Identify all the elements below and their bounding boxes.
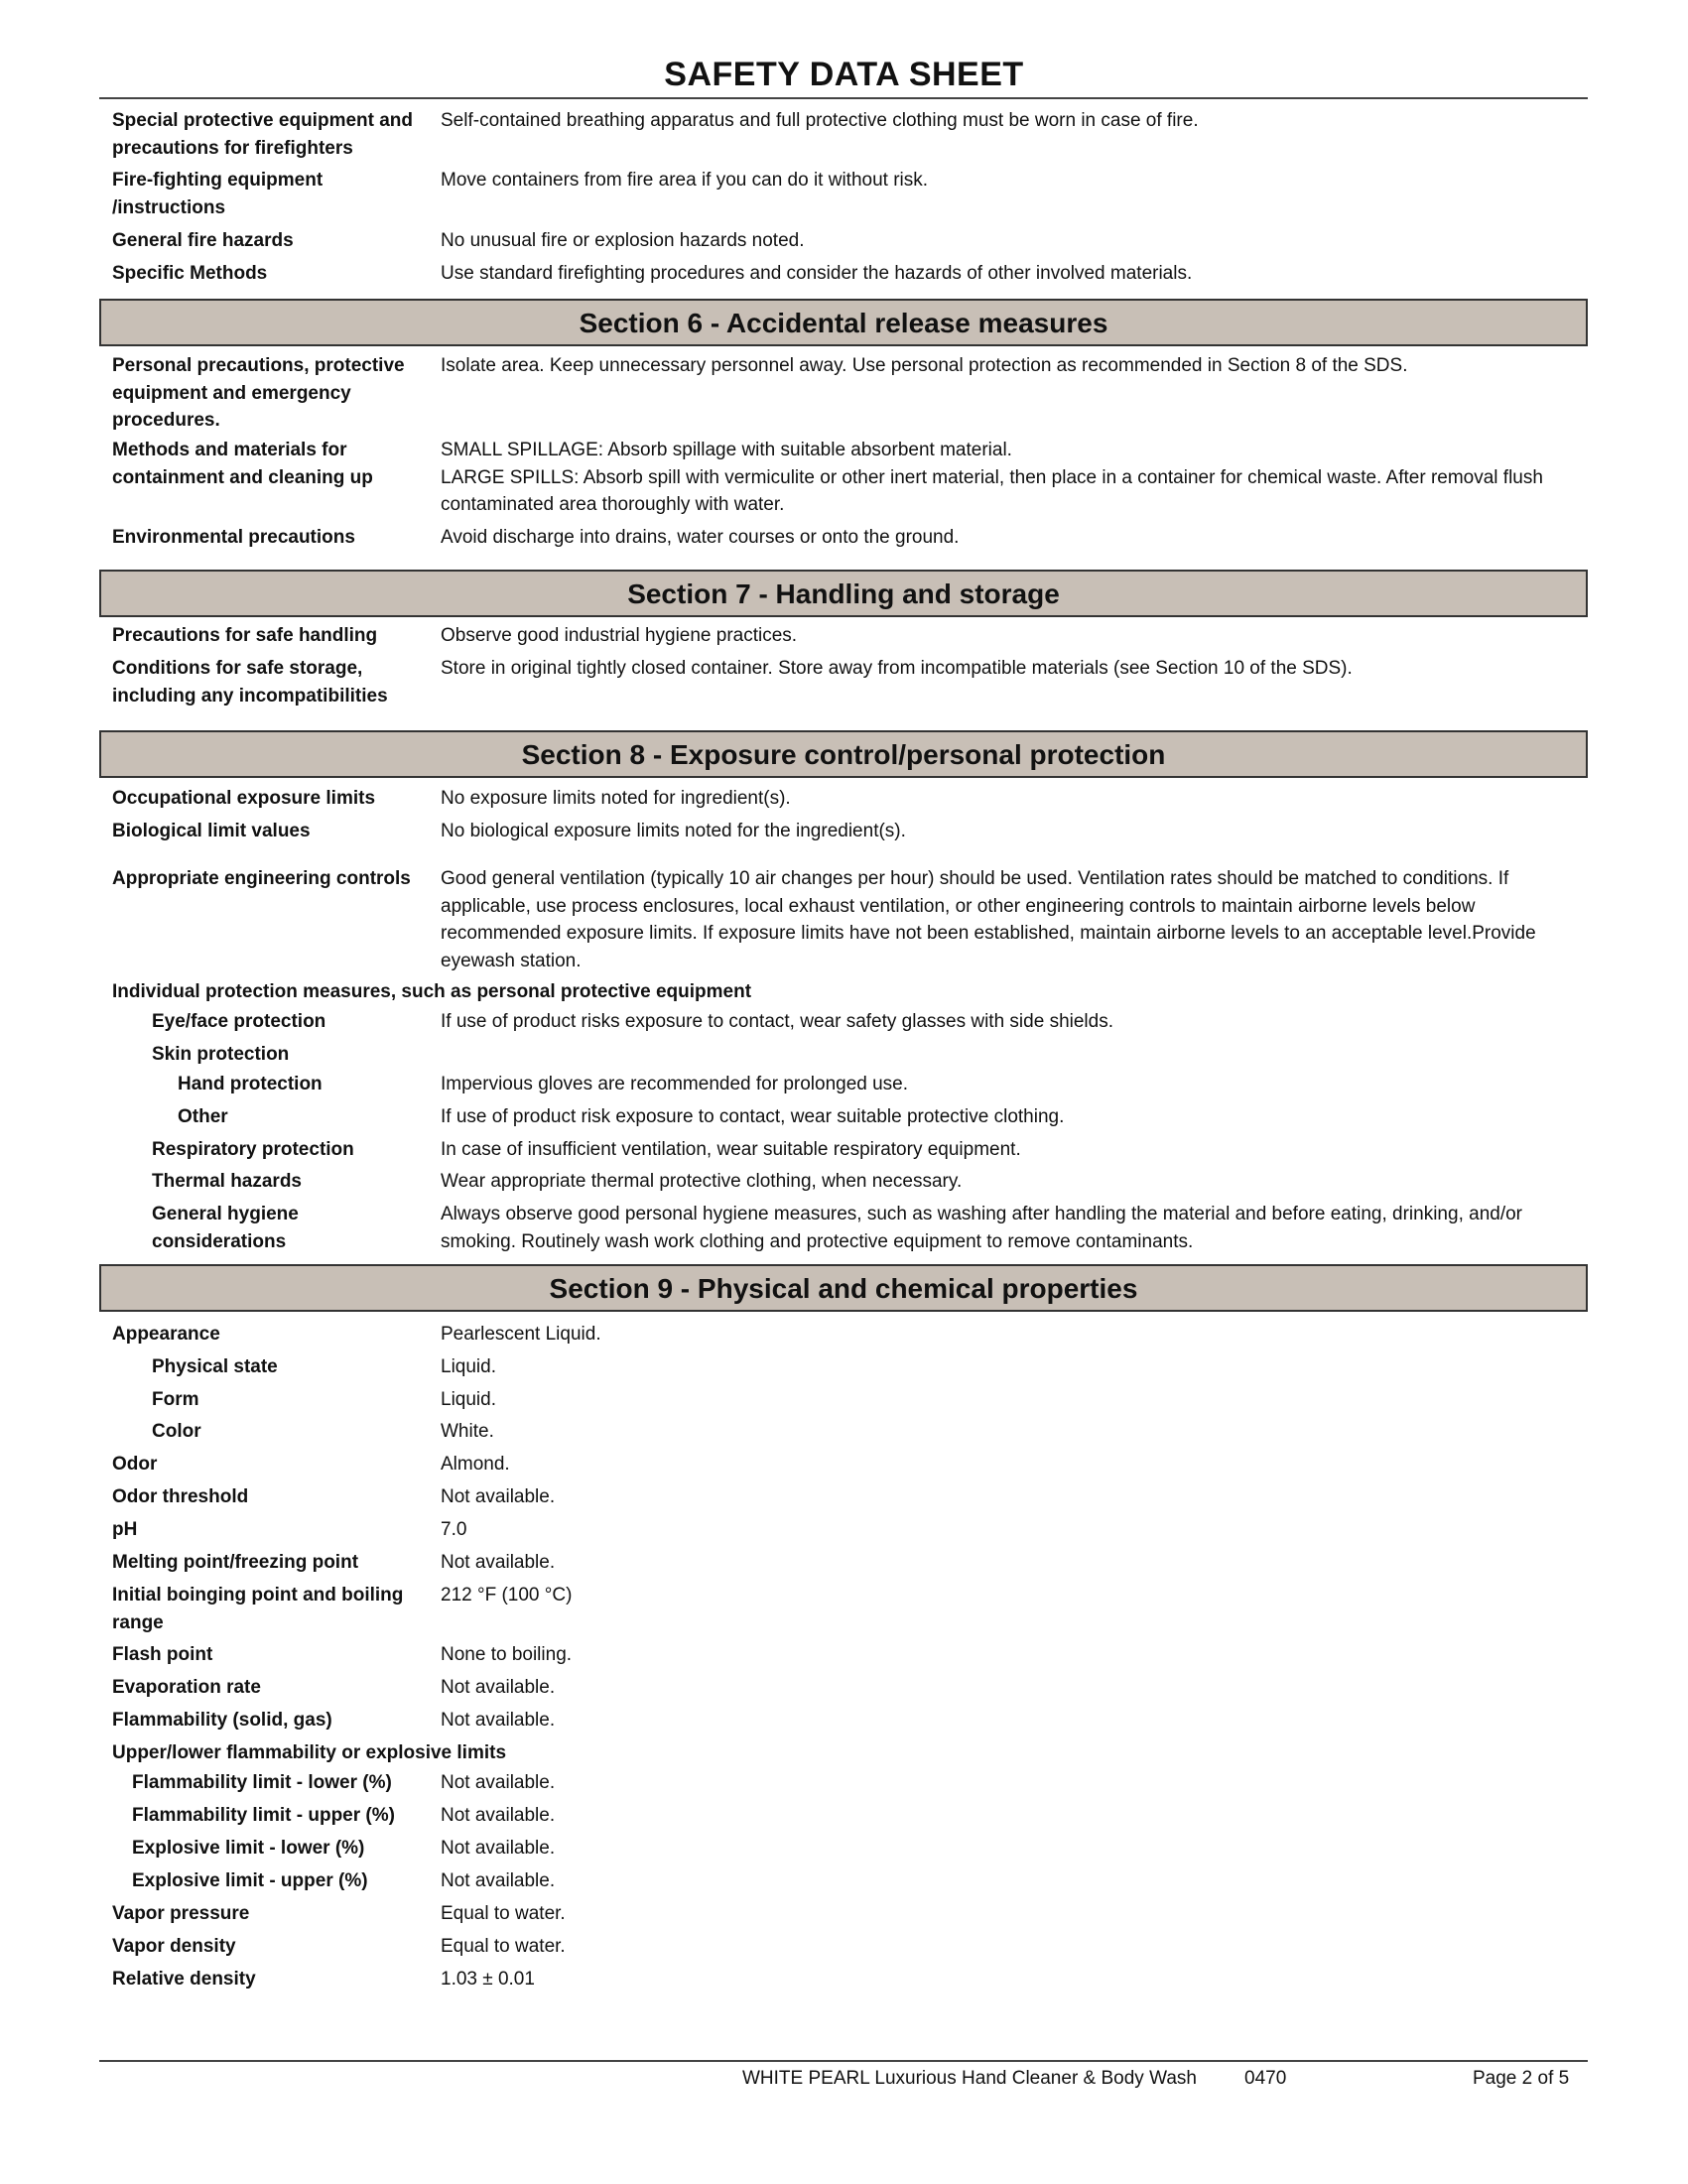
row-value: Good general ventilation (typically 10 air changes per hour) should be used. Ventilation rates should be matched to conditions. If applicable, use process enclosures, local exhaust ventilation, or other engineering controls to maintain airborne levels below recommended exposure limits. If exposure limits have not been established, maintain airborne levels to an acceptable level.Provide eyewash station.: [441, 868, 1536, 971]
row-value: [441, 437, 1576, 519]
row-label: Fire-fighting equipment /instructions: [112, 170, 324, 218]
row-label: Precautions for safe handling: [112, 625, 378, 646]
row-value: 1.03 ± 0.01: [441, 1969, 535, 1990]
row-label: Flammability limit - upper (%): [132, 1805, 395, 1826]
row-label: Eye/face protection: [152, 1011, 326, 1032]
row-value: No exposure limits noted for ingredient(s).: [441, 788, 791, 809]
row-value: If use of product risk exposure to contact, wear suitable protective clothing.: [441, 1106, 1065, 1127]
row-value: Impervious gloves are recommended for prolonged use.: [441, 1074, 909, 1094]
row-value: Not available.: [441, 1677, 556, 1698]
row-label: Odor: [112, 1454, 158, 1475]
subheading-text: Individual protection measures, such as personal protective equipment: [112, 981, 752, 1002]
row-label: Biological limit values: [112, 821, 311, 841]
row-label: Initial boinging point and boiling range: [112, 1585, 404, 1633]
row-value: Not available.: [441, 1838, 556, 1859]
small-spillage-text: SMALL SPILLAGE: Absorb spillage with suitable absorbent material.: [441, 440, 1012, 460]
row-label: Other: [178, 1106, 228, 1127]
row-value: Almond.: [441, 1454, 510, 1475]
row-value: If use of product risks exposure to contact, wear safety glasses with side shields.: [441, 1011, 1113, 1032]
row-value: Move containers from fire area if you can do it without risk.: [441, 170, 929, 191]
row-value: Wear appropriate thermal protective clothing, when necessary.: [441, 1171, 963, 1192]
footer-product-code: 0470: [1244, 2068, 1287, 2089]
row-value: Equal to water.: [441, 1936, 566, 1957]
row-label: pH: [112, 1519, 138, 1540]
section-9-header: Section 9 - Physical and chemical properties: [99, 1264, 1588, 1312]
row-label: Flammability (solid, gas): [112, 1710, 332, 1731]
row-value: No unusual fire or explosion hazards noted.: [441, 230, 805, 251]
footer-page-number: Page 2 of 5: [1473, 2068, 1570, 2089]
row-label: Flash point: [112, 1644, 213, 1665]
row-value: Isolate area. Keep unnecessary personnel away. Use personal protection as recommended in Section 8 of the SDS.: [441, 355, 1408, 376]
row-label: Thermal hazards: [152, 1171, 302, 1192]
row-label: Hand protection: [178, 1074, 323, 1094]
row-label: Form: [152, 1389, 199, 1410]
row-label: Odor threshold: [112, 1486, 249, 1507]
row-value: Pearlescent Liquid.: [441, 1324, 601, 1345]
section-6-header: Section 6 - Accidental release measures: [99, 299, 1588, 346]
row-label: Flammability limit - lower (%): [132, 1772, 392, 1793]
row-label: Specific Methods: [112, 263, 268, 284]
row-label: Color: [152, 1421, 201, 1442]
row-label: Melting point/freezing point: [112, 1552, 359, 1573]
row-value: Not available.: [441, 1870, 556, 1891]
row-value: 212 °F (100 °C): [441, 1585, 573, 1606]
row-label: Explosive limit - upper (%): [132, 1870, 368, 1891]
row-label: Vapor pressure: [112, 1903, 250, 1924]
section-7-header: Section 7 - Handling and storage: [99, 570, 1588, 617]
row-value: Self-contained breathing apparatus and full protective clothing must be worn in case of fire.: [441, 110, 1199, 131]
row-value: Equal to water.: [441, 1903, 566, 1924]
row-label: Conditions for safe storage, including any incompatibilities: [112, 658, 388, 707]
row-value: Avoid discharge into drains, water courses or onto the ground.: [441, 527, 960, 548]
row-label: Methods and materials for containment and cleaning up: [112, 440, 373, 488]
subheading-text: Upper/lower flammability or explosive limits: [112, 1742, 507, 1763]
row-label: Occupational exposure limits: [112, 788, 376, 809]
section-8-header: Section 8 - Exposure control/personal protection: [99, 730, 1588, 778]
row-label: Relative density: [112, 1969, 256, 1990]
row-label: Vapor density: [112, 1936, 236, 1957]
row-value: Not available.: [441, 1805, 556, 1826]
row-label: Physical state: [152, 1356, 278, 1377]
row-value: Not available.: [441, 1552, 556, 1573]
footer-divider: [99, 2060, 1588, 2062]
row-value: Observe good industrial hygiene practices.: [441, 625, 798, 646]
page-title: SAFETY DATA SHEET: [664, 56, 1024, 93]
row-label: Personal precautions, protective equipment and emergency procedures.: [112, 355, 405, 431]
footer-product-name: WHITE PEARL Luxurious Hand Cleaner & Body Wash: [742, 2068, 1197, 2089]
row-label: Evaporation rate: [112, 1677, 261, 1698]
row-label: Explosive limit - lower (%): [132, 1838, 365, 1859]
row-label: Skin protection: [152, 1044, 290, 1065]
row-label: General hygiene considerations: [152, 1204, 299, 1252]
row-value: Liquid.: [441, 1389, 496, 1410]
row-value: 7.0: [441, 1519, 467, 1540]
row-value: Not available.: [441, 1486, 556, 1507]
row-label: Environmental precautions: [112, 527, 355, 548]
row-value: No biological exposure limits noted for the ingredient(s).: [441, 821, 906, 841]
row-label: Appropriate engineering controls: [112, 868, 411, 889]
row-value: In case of insufficient ventilation, wear suitable respiratory equipment.: [441, 1139, 1021, 1160]
row-value: None to boiling.: [441, 1644, 573, 1665]
row-label: Appearance: [112, 1324, 220, 1345]
row-value: Not available.: [441, 1772, 556, 1793]
row-label: Respiratory protection: [152, 1139, 354, 1160]
row-value: Liquid.: [441, 1356, 496, 1377]
row-label: General fire hazards: [112, 230, 294, 251]
row-value: White.: [441, 1421, 494, 1442]
row-label: Special protective equipment and precautions for firefighters: [112, 110, 414, 159]
row-value: Always observe good personal hygiene measures, such as washing after handling the material and before eating, drinking, and/or smoking. Routinely wash work clothing and protective equipment to remove contaminants.: [441, 1204, 1522, 1252]
row-value: Store in original tightly closed container. Store away from incompatible materials (see Section 10 of the SDS).: [441, 658, 1353, 679]
row-value: Not available.: [441, 1710, 556, 1731]
large-spills-text: LARGE SPILLS: Absorb spill with vermiculite or other inert material, then place in a container for chemical waste. After removal flush contaminated area thoroughly with water.: [441, 466, 1543, 515]
title-divider: [99, 97, 1588, 99]
row-value: Use standard firefighting procedures and consider the hazards of other involved materials.: [441, 263, 1193, 284]
